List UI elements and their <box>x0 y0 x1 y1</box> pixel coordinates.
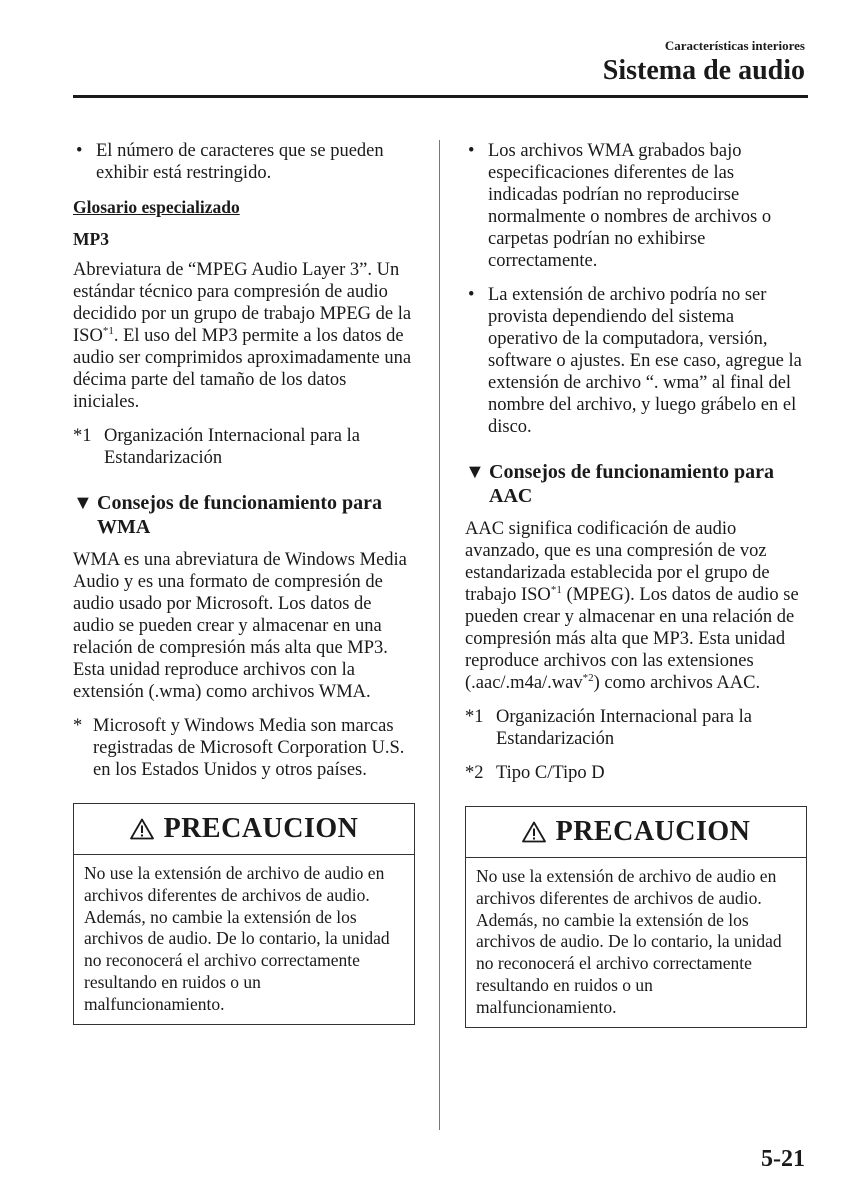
bullet-dot-icon: • <box>76 141 83 161</box>
glossary-heading: Glosario especializado <box>73 197 240 217</box>
trademark-note <box>73 715 415 781</box>
mp3-text-b: . El uso del MP3 permite a los datos de audio ser comprimidos aproximadamente una décima parte del tamaño de los datos iniciales. <box>73 326 412 412</box>
caution-text: No use la extensión de archivo de audio en archivos diferentes de archivos de audio. Además, no cambie la extensión de los archivos de audio. De lo contario, la unidad no reconocerá el archivo correctamente resultando en ruidos o un malfuncionamiento. <box>476 866 782 1017</box>
footnote <box>465 706 807 750</box>
bullet-item <box>465 284 807 438</box>
caution-header <box>466 807 806 858</box>
caution-label: PRECAUCION <box>555 816 751 847</box>
wma-paragraph: WMA es una abreviatura de Windows Media Audio y es una formato de compresión de audio usado por Microsoft. Los datos de audio se pueden crear y almacenar en una relación de compresión más alta que MP3. <box>73 550 407 658</box>
trademark-text: Microsoft y Windows Media son marcas registradas de Microsoft Corporation U.S. en los Estados Unidos y otros países. <box>93 716 405 780</box>
column-divider <box>439 140 440 1130</box>
footnote-text: Organización Internacional para la Estandarización <box>104 426 360 468</box>
mp3-text-a: Abreviatura de “MPEG Audio Layer 3”. Un estándar técnico para compresión de audio decidido por un grupo de trabajo MPEG de la ISO <box>73 260 412 346</box>
footnote-marker: *1 <box>73 426 92 446</box>
aac-paragraph <box>465 518 807 694</box>
aac-heading <box>465 460 807 508</box>
page-title: Sistema de audio <box>602 55 805 86</box>
aac-text-b: (MPEG). Los datos de audio se pueden crear y almacenar en una relación de compresión más alta que MP3. Esta unidad reproduce archivos con las extensiones (.aac/.m4a/.wav <box>465 585 799 693</box>
footnote-ref: *1 <box>102 324 114 337</box>
bullet-text: La extensión de archivo podría no ser provista dependiendo del sistema operativo de la computadora, versión, software o ajustes. En ese caso, agregue la extensión de archivo “. wma” al final del nombre del archivo, y luego grábelo en el disco. <box>488 285 802 437</box>
caution-text: No use la extensión de archivo de audio en archivos diferentes de archivos de audio. Además, no cambie la extensión de los archivos de audio. De lo contario, la unidad no reconocerá el archivo correctamente resultando en ruidos o un malfuncionamiento. <box>84 863 390 1014</box>
mp3-definition <box>73 259 415 413</box>
warning-triangle-icon <box>130 818 154 840</box>
aac-heading-text: Consejos de funcionamiento para AAC <box>489 461 775 507</box>
footnote-ref: *1 <box>550 583 562 596</box>
page-number: 5-21 <box>761 1146 805 1172</box>
bullet-dot-icon: • <box>468 141 475 161</box>
right-column <box>465 140 807 1028</box>
bullet-text: Los archivos WMA grabados bajo especificaciones diferentes de las indicadas podrían no reproducirse normalmente o nombres de archivos o carpetas podrían no exhibirse correctamente. <box>488 141 772 271</box>
footnote-marker: *1 <box>465 707 484 727</box>
footnote-marker: *2 <box>465 763 484 783</box>
footnote-text: Tipo C/Tipo D <box>496 763 605 783</box>
left-column <box>73 140 415 1025</box>
footnote-text: Organización Internacional para la Estandarización <box>496 707 752 749</box>
bullet-item <box>73 140 415 184</box>
glossary-term: MP3 <box>73 229 109 249</box>
caution-header <box>74 804 414 855</box>
bullet-item <box>465 140 807 272</box>
triangle-down-icon: ▼ <box>73 492 93 514</box>
wma-paragraph-2: Esta unidad reproduce archivos con la extensión (.wma) como archivos WMA. <box>73 660 371 702</box>
wma-heading <box>73 491 415 539</box>
warning-triangle-icon <box>522 821 546 843</box>
footnote <box>465 762 807 784</box>
trademark-marker: * <box>73 716 83 736</box>
aac-text-c: ) como archivos AAC. <box>593 673 761 693</box>
caution-box <box>73 803 415 1025</box>
footnote <box>73 425 415 469</box>
caution-box <box>465 806 807 1028</box>
wma-heading-text: Consejos de funcionamiento para WMA <box>97 492 383 538</box>
header-rule <box>73 95 808 98</box>
section-label: Características interiores <box>664 38 805 53</box>
caution-label: PRECAUCION <box>163 813 359 844</box>
triangle-down-icon: ▼ <box>465 461 485 483</box>
footnote-ref: *2 <box>582 671 594 684</box>
bullet-dot-icon: • <box>468 285 475 305</box>
aac-text-a: AAC significa codificación de audio avanzado, que es una compresión de voz estandarizada establecida por el grupo de trabajo ISO <box>465 519 770 605</box>
bullet-text: El número de caracteres que se pueden exhibir está restringido. <box>96 141 384 183</box>
